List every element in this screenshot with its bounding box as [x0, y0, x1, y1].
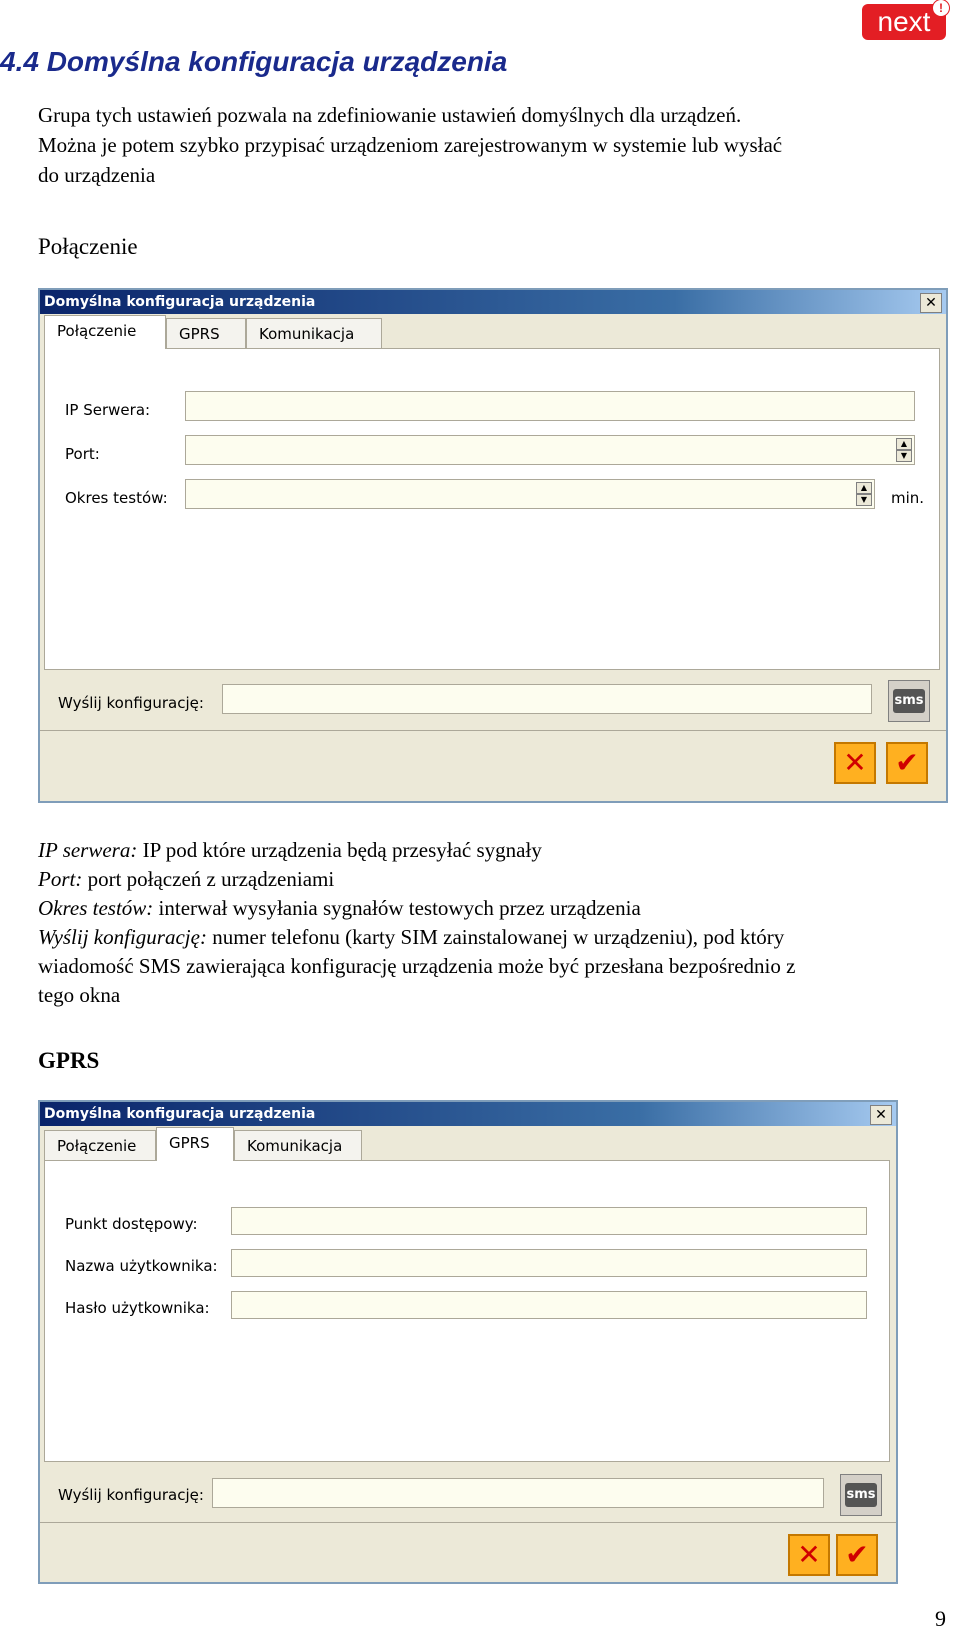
ip-input[interactable] [185, 391, 915, 421]
tab-panel [44, 1160, 890, 1462]
send-config-label: Wyślij konfigurację: [58, 1486, 204, 1504]
page-number: 9 [935, 1606, 946, 1631]
desc-text: numer telefonu (karty SIM zainstalowanej w urządzeniu), pod który [206, 925, 785, 949]
config-dialog-polaczenie [38, 288, 948, 803]
ok-button[interactable]: ✔ [836, 1534, 878, 1576]
desc-term: Okres testów: [38, 896, 154, 920]
ip-label: IP Serwera: [65, 401, 151, 419]
username-label: Nazwa użytkownika: [65, 1257, 218, 1275]
logo-text: next [877, 6, 931, 37]
sms-send-button[interactable] [888, 680, 930, 722]
dialog-title: Domyślna konfiguracja urządzenia [44, 294, 316, 310]
tab-gprs[interactable]: GPRS [166, 318, 246, 348]
desc-text: port połączeń z urządzeniami [82, 867, 335, 891]
intro-line-1: Grupa tych ustawień pozwala na zdefiniowanie ustawień domyślnych dla urządzeń. [38, 103, 742, 127]
sms-send-button[interactable] [840, 1474, 882, 1516]
logo-badge: ! [932, 0, 950, 17]
desc-ip [38, 836, 948, 865]
section-title-gprs: GPRS [38, 1048, 100, 1073]
spin-buttons[interactable] [896, 438, 912, 462]
dialog-title: Domyślna konfiguracja urządzenia [44, 1106, 316, 1122]
apn-input[interactable] [231, 1207, 867, 1235]
tab-komunikacja[interactable]: Komunikacja [234, 1130, 362, 1160]
spin-down-icon[interactable]: ▼ [856, 494, 872, 506]
desc-wyslij-cont-2: tego okna [38, 983, 121, 1007]
tab-polaczenie[interactable]: Połączenie [44, 1130, 156, 1160]
desc-term: Wyślij konfigurację: [38, 925, 207, 949]
tab-komunikacja[interactable]: Komunikacja [246, 318, 382, 348]
next-logo [862, 1, 946, 40]
spin-buttons[interactable] [856, 482, 872, 506]
okres-stepper[interactable] [185, 479, 875, 509]
close-button[interactable]: ✕ [920, 293, 942, 313]
port-stepper[interactable] [185, 435, 915, 465]
sms-icon: sms [845, 1483, 877, 1507]
sms-icon: sms [893, 689, 925, 713]
send-config-phone-input[interactable] [222, 684, 872, 714]
field-descriptions [38, 836, 948, 1010]
okres-label: Okres testów: [65, 489, 168, 507]
section-title-polaczenie: Połączenie [38, 234, 138, 259]
desc-term: IP serwera: [38, 838, 138, 862]
desc-text: interwał wysyłania sygnałów testowych przez urządzenia [153, 896, 641, 920]
cancel-button[interactable]: ✕ [834, 742, 876, 784]
ok-button[interactable]: ✔ [886, 742, 928, 784]
section-heading: 4.4 Domyślna konfiguracja urządzenia [0, 46, 508, 77]
tab-gprs[interactable]: GPRS [156, 1127, 234, 1161]
desc-okres [38, 894, 948, 923]
tab-polaczenie[interactable]: Połączenie [44, 315, 166, 349]
send-config-label: Wyślij konfigurację: [58, 694, 204, 712]
password-label: Hasło użytkownika: [65, 1299, 210, 1317]
send-config-phone-input[interactable] [212, 1478, 824, 1508]
okres-unit: min. [891, 489, 925, 507]
port-label: Port: [65, 445, 100, 463]
spin-down-icon[interactable]: ▼ [896, 450, 912, 462]
spin-up-icon[interactable]: ▲ [896, 438, 912, 450]
dialog-titlebar [40, 290, 946, 314]
spin-up-icon[interactable]: ▲ [856, 482, 872, 494]
desc-wyslij-cont-1: wiadomość SMS zawierająca konfigurację urządzenia może być przesłana bezpośrednio z [38, 954, 796, 978]
divider [40, 730, 946, 731]
dialog-titlebar [40, 1102, 896, 1126]
desc-term: Port: [38, 867, 83, 891]
username-input[interactable] [231, 1249, 867, 1277]
close-button[interactable]: ✕ [870, 1105, 892, 1125]
desc-port [38, 865, 948, 894]
intro-line-3: do urządzenia [38, 163, 156, 187]
divider [40, 1522, 896, 1523]
password-input[interactable] [231, 1291, 867, 1319]
cancel-button[interactable]: ✕ [788, 1534, 830, 1576]
config-dialog-gprs [38, 1100, 898, 1584]
desc-wyslij [38, 923, 948, 952]
intro-line-2: Można je potem szybko przypisać urządzeniom zarejestrowanym w systemie lub wysłać [38, 133, 783, 157]
desc-text: IP pod które urządzenia będą przesyłać sygnały [137, 838, 542, 862]
apn-label: Punkt dostępowy: [65, 1215, 198, 1233]
tab-panel [44, 348, 940, 670]
